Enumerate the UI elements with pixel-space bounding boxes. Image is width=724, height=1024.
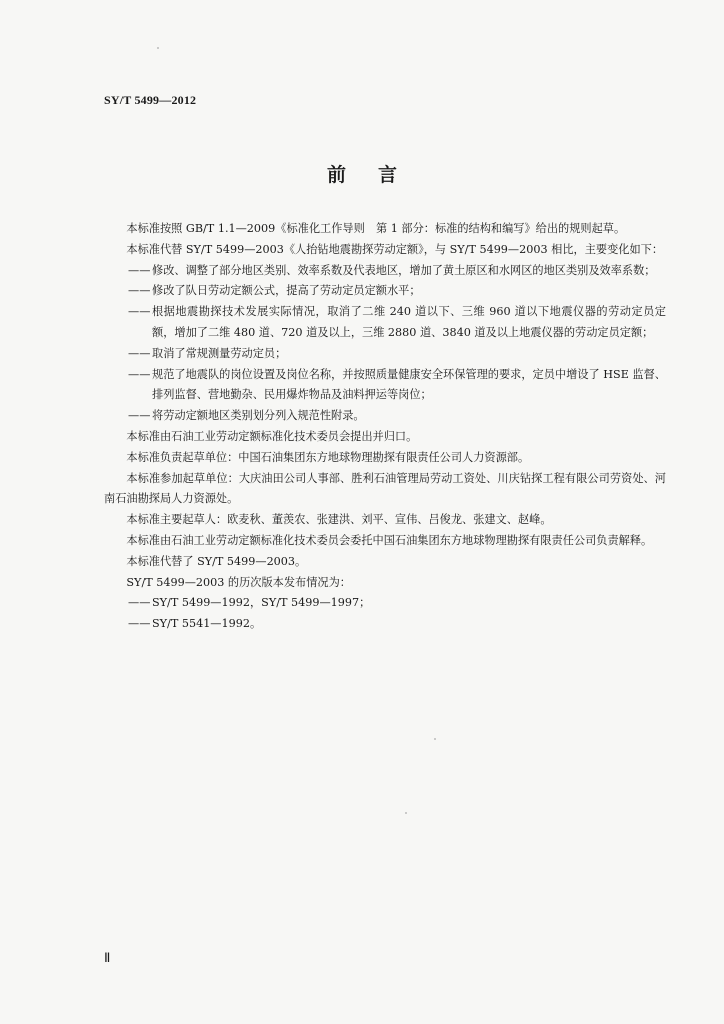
paragraph-supersedes: 本标准代替了 SY/T 5499—2003。 [126,554,307,568]
scan-speck [405,812,407,814]
list-dash: —— [128,617,151,631]
title-char-2: 言 [378,164,398,186]
paragraph-participating-drafters: 本标准参加起草单位：大庆油田公司人事部、胜利石油管理局劳动工资处、川庆钻探工程有限公司劳资处、河南石油勘探局人力资源处。 [104,471,666,506]
list-dash: —— [128,409,151,423]
list-dash: —— [128,596,151,610]
page-number: Ⅱ [104,950,111,965]
list-dash: —— [128,263,151,277]
history-item [104,614,666,635]
list-dash: —— [128,305,151,319]
title-char-1: 前 [326,164,346,186]
list-item [104,344,666,365]
list-item [104,261,666,282]
list-item-text: 取消了常规测量劳动定员； [152,346,287,360]
list-item [104,302,666,344]
list-item-text: 根据地震勘探技术发展实际情况，取消了二维 240 道以下、三维 960 道以下地震仪器的劳动定员定额，增加了二维 480 道、720 道及以上，三维 2880 道、3840 道及以上地震仪器的劳动定员定额； [152,305,666,339]
list-item-text: 修改了队日劳动定额公式，提高了劳动定员定额水平； [152,284,421,298]
list-item-text: 将劳动定额地区类别划分列入规范性附录。 [152,409,365,423]
list-dash: —— [128,367,151,381]
paragraph-drafting-rules: 本标准按照 GB/T 1.1—2009《标准化工作导则 第 1 部分：标准的结构和编写》给出的规则起草。 [126,222,626,235]
scan-speck [434,738,436,740]
list-item [104,406,666,427]
paragraph-replacement: 本标准代替 SY/T 5499—2003《人抬钻地震勘探劳动定额》，与 SY/T 5499—2003 相比，主要变化如下： [126,242,664,256]
history-item [104,593,666,614]
list-item [104,365,666,407]
scan-speck [157,47,159,49]
page-title [0,160,724,187]
paragraph-lead-drafter: 本标准负责起草单位：中国石油集团东方地球物理勘探有限责任公司人力资源部。 [126,450,530,464]
list-item-text: 规范了地震队的岗位设置及岗位名称，并按照质量健康安全环保管理的要求，定员中增设了 HSE 监督、排列监督、营地勤杂、民用爆炸物品及油料押运等岗位； [152,367,666,402]
paragraph-history-intro: SY/T 5499—2003 的历次版本发布情况为： [126,575,351,589]
paragraph-main-drafters: 本标准主要起草人：欧麦秋、董羡农、张建洪、刘平、宣伟、吕俊龙、张建文、赵峰。 [126,513,552,527]
document-body [104,219,666,635]
list-item [104,281,666,302]
paragraph-interpretation: 本标准由石油工业劳动定额标准化技术委员会委托中国石油集团东方地球物理勘探有限责任公司负责解释。 [126,533,653,547]
standard-code: SY/T 5499—2012 [104,93,197,107]
paragraph-proposer: 本标准由石油工业劳动定额标准化技术委员会提出并归口。 [126,429,418,443]
list-dash: —— [128,346,151,360]
list-item-text: 修改、调整了部分地区类别、效率系数及代表地区，增加了黄土原区和水网区的地区类别及效率系数； [152,263,656,277]
list-dash: —— [128,284,151,298]
history-item-text: SY/T 5541—1992。 [152,617,262,631]
history-item-text: SY/T 5499—1992，SY/T 5499—1997； [152,596,371,610]
